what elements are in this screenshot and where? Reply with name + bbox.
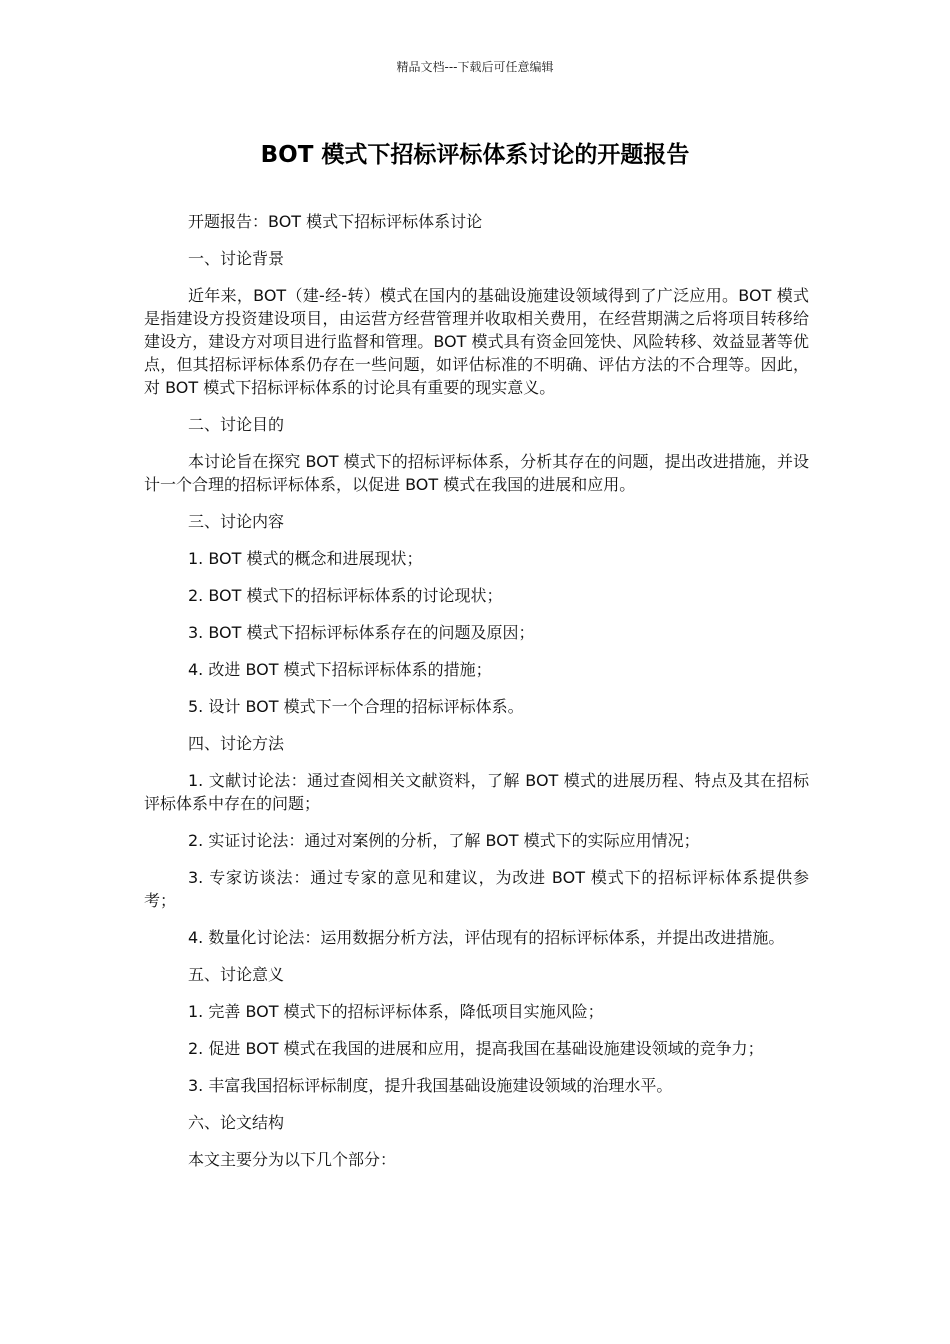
list-item: 3. BOT 模式下招标评标体系存在的问题及原因； bbox=[188, 623, 535, 642]
header-note: 精品文档---下载后可任意编辑 bbox=[396, 60, 554, 74]
list-item: 3. 专家访谈法：通过专家的意见和建议，为改进 BOT 模式下的招标评标体系提供参考； bbox=[144, 868, 809, 910]
list-item: 1. BOT 模式的概念和进展现状； bbox=[188, 549, 423, 568]
section-heading: 六、论文结构 bbox=[188, 1113, 285, 1132]
section-heading: 三、讨论内容 bbox=[188, 512, 285, 531]
paragraph: 开题报告：BOT 模式下招标评标体系讨论 bbox=[188, 212, 483, 231]
list-item: 1. 文献讨论法：通过查阅相关文献资料，了解 BOT 模式的进展历程、特点及其在招标评标体系中存在的问题； bbox=[144, 771, 809, 813]
list-item: 2. BOT 模式下的招标评标体系的讨论现状； bbox=[188, 586, 503, 605]
paragraph: 本讨论旨在探究 BOT 模式下的招标评标体系，分析其存在的问题，提出改进措施，并设计一个合理的招标评标体系，以促进 BOT 模式在我国的进展和应用。 bbox=[144, 452, 809, 494]
list-item: 2. 促进 BOT 模式在我国的进展和应用，提高我国在基础设施建设领域的竞争力； bbox=[188, 1039, 764, 1058]
list-item: 5. 设计 BOT 模式下一个合理的招标评标体系。 bbox=[188, 697, 524, 716]
section-heading: 二、讨论目的 bbox=[188, 415, 285, 434]
list-item: 1. 完善 BOT 模式下的招标评标体系，降低项目实施风险； bbox=[188, 1002, 604, 1021]
list-item: 4. 数量化讨论法：运用数据分析方法，评估现有的招标评标体系，并提出改进措施。 bbox=[188, 928, 785, 947]
document-body bbox=[144, 210, 809, 1185]
list-item: 2. 实证讨论法：通过对案例的分析，了解 BOT 模式下的实际应用情况； bbox=[188, 831, 700, 850]
paragraph: 本文主要分为以下几个部分： bbox=[188, 1150, 397, 1169]
paragraph: 近年来，BOT（建-经-转）模式在国内的基础设施建设领域得到了广泛应用。BOT 模式是指建设方投资建设项目，由运营方经营管理并收取相关费用，在经营期满之后将项目转移给建设方，建设方对项目进行监督和管理。BOT 模式具有资金回笼快、风险转移、效益显著等优点，但其招标评标体系仍存在一些问题，如评估标准的不明确、评估方法的不合理等。因此，对 BOT 模式下招标评标体系的讨论具有重要的现实意义。 bbox=[144, 286, 809, 397]
section-heading: 五、讨论意义 bbox=[188, 965, 285, 984]
list-item: 3. 丰富我国招标评标制度，提升我国基础设施建设领域的治理水平。 bbox=[188, 1076, 673, 1095]
list-item: 4. 改进 BOT 模式下招标评标体系的措施； bbox=[188, 660, 492, 679]
section-heading: 一、讨论背景 bbox=[188, 249, 285, 268]
document-title: BOT 模式下招标评标体系讨论的开题报告 bbox=[260, 142, 690, 168]
section-heading: 四、讨论方法 bbox=[188, 734, 285, 753]
